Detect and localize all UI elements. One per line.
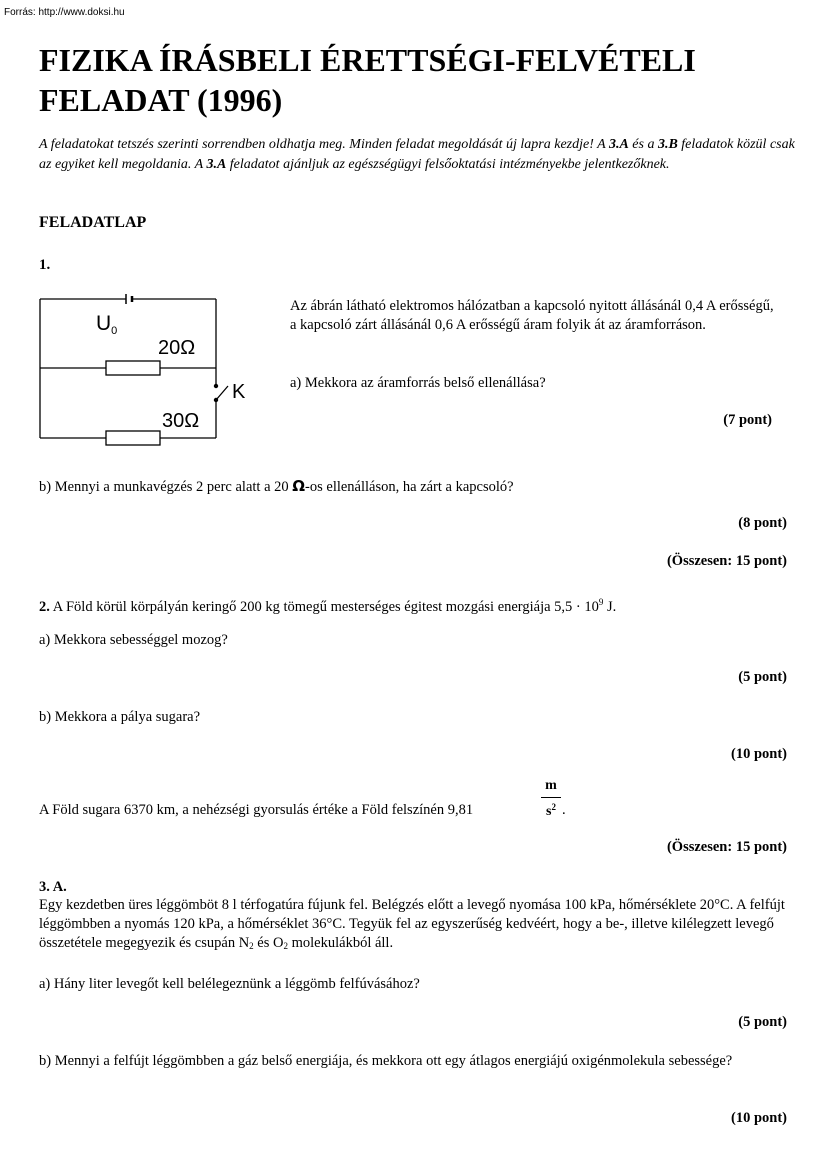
text: -os ellenálláson, ha zárt a kapcsoló? <box>305 479 514 495</box>
text: b) Mennyi a munkavégzés 2 perc alatt a 20 <box>39 479 293 495</box>
unit-denominator <box>541 798 561 821</box>
task1-a-points: (7 pont) <box>723 412 772 428</box>
text: Egy kezdetben üres léggömböt 8 l térfogatúra fújunk fel. Belégzés előtt a levegő nyomása 100 kPa, hőmérséklete 20°C. A felfújt léggömbben a nyomás 120 kPa, a hőmérséklet 36°C. Tegyük fel az egyszerűség kedvéért, hogy a be-, illetve kilélegzett levegő összetétele megegyezik és csupán N <box>39 897 785 951</box>
intro-bold: 3.A <box>608 137 629 152</box>
intro-paragraph <box>39 135 799 175</box>
omega-symbol: Ω <box>292 477 306 495</box>
section-heading: FELADATLAP <box>39 214 147 231</box>
exponent: 9 <box>598 597 604 607</box>
task2-given: A Föld sugara 6370 km, a nehézségi gyorsulás értéke a Föld felszínén 9,81 <box>39 802 474 818</box>
task1-text: Az ábrán látható elektromos hálózatban a kapcsoló nyitott állásánál 0,4 A erősségű, a kapcsoló zárt állásánál 0,6 A erősségű áram folyik át az áramforráson. <box>290 298 774 333</box>
task1-total: (Összesen: 15 pont) <box>666 553 787 569</box>
source-label: U0 <box>96 312 118 337</box>
title-line-1: FIZIKA ÍRÁSBELI ÉRETTSÉGI-FELVÉTELI <box>39 42 696 78</box>
text: és O <box>253 935 284 951</box>
task1-number: 1. <box>39 257 51 273</box>
task2-question-a: a) Mekkora sebességgel mozog? <box>39 632 228 648</box>
text: A Föld körül körpályán keringő 200 kg tömegű mesterséges égitest mozgási energiája 5,5 · 10 <box>49 599 599 615</box>
task2-question-b: b) Mekkora a pálya sugara? <box>39 709 201 725</box>
switch-contact <box>214 398 218 402</box>
page-title <box>39 40 799 120</box>
switch-contact <box>214 384 218 388</box>
task1-b-points: (8 pont) <box>738 515 787 531</box>
text: s <box>546 804 552 819</box>
task3a-text <box>39 896 789 956</box>
task3a-question-b: b) Mennyi a felfújt léggömbben a gáz belső energiája, és mekkora ott egy átlagos energiájú oxigénmolekula sebessége? <box>39 1053 733 1069</box>
task1-question-a: a) Mekkora az áramforrás belső ellenállása? <box>290 375 546 391</box>
intro-text: feladatot ajánljuk az egészségügyi felsőoktatási intézményekbe jelentkezőknek. <box>226 157 670 172</box>
subscript: 2 <box>283 941 288 951</box>
unit-numerator: m <box>541 778 561 798</box>
task2-b-points: (10 pont) <box>731 746 787 762</box>
unit-fraction <box>541 778 561 821</box>
task1-question-b <box>39 477 514 497</box>
task2-number: 2. <box>39 599 50 615</box>
intro-text: és a <box>628 137 658 152</box>
task3a-number: 3. A. <box>39 879 67 895</box>
task2-total: (Összesen: 15 pont) <box>666 839 787 855</box>
switch-label: K <box>232 381 246 403</box>
source-url: Forrás: http://www.doksi.hu <box>4 7 125 18</box>
exponent: 2 <box>551 802 556 812</box>
resistor-20-label: 20Ω <box>158 337 196 359</box>
text: J. <box>603 599 617 615</box>
task3a-question-a: a) Hány liter levegőt kell belélegeznünk a léggömb felfúvásához? <box>39 976 420 992</box>
intro-bold: 3.B <box>657 137 678 152</box>
task2-given-end: . <box>562 802 566 818</box>
task2-a-points: (5 pont) <box>738 669 787 685</box>
task2-statement <box>39 593 616 617</box>
task3a-b-points: (10 pont) <box>731 1110 787 1126</box>
intro-bold: 3.A <box>206 157 227 172</box>
circuit-diagram <box>38 290 258 455</box>
task3a-a-points: (5 pont) <box>738 1014 787 1030</box>
intro-text: feladatok közül csak az egyiket kell megoldania. A <box>39 137 795 172</box>
intro-text: A feladatokat tetszés szerinti sorrendben oldhatja meg. Minden feladat megoldását új lapra kezdje! A <box>39 137 609 152</box>
subscript: 2 <box>249 941 254 951</box>
text: molekulákból áll. <box>287 935 394 951</box>
title-line-2: FELADAT (1996) <box>39 82 283 118</box>
resistor-30-label: 30Ω <box>162 410 200 432</box>
